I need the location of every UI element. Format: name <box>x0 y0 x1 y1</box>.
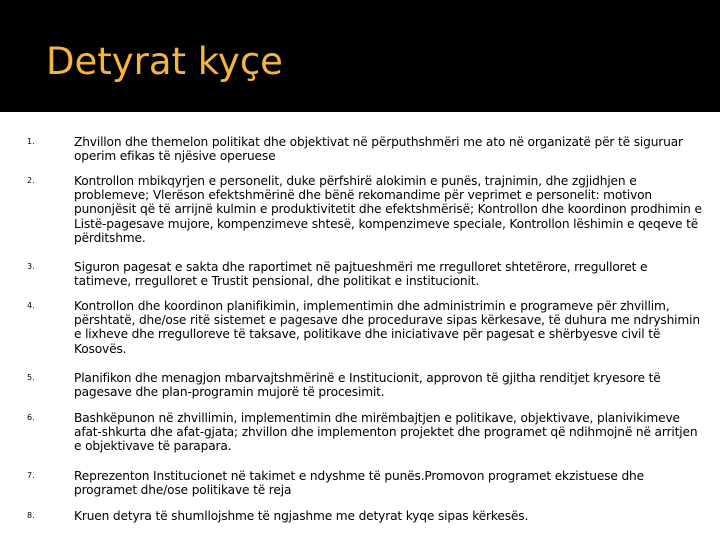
item-text: Planifikon dhe menagjon mbarvajtshmërinë e Institucionit, approvon të gjitha renditjet kryesore të pagesave dhe plan-programin mujorë të procesimit. <box>74 371 661 400</box>
item-text: Zhvillon dhe themelon politikat dhe objektivat në përputhshmëri me ato në organizatë për të siguruar operim efikas të njësive operuese <box>74 135 683 164</box>
item-number: 4. <box>27 301 35 310</box>
item-number: 2. <box>27 176 35 185</box>
item-number: 3. <box>27 262 35 271</box>
item-number: 6. <box>27 413 35 422</box>
item-text: Kontrollon mbikqyrjen e personelit, duke përfshirë alokimin e punës, trajnimin, dhe zgjidhjen e problemeve; Vlerëson efektshmërinë dhe bënë rekomandime për veprimet e personelit: motivon punonjësit që të arrijnë kulmin e produktivitetit dhe efektshmërisë; Kontrollon dhe koordinon prodhimin e Listë-pagesave mujore, kompenzimeve shtesë, kompenzimeve speciale, Kontrollon lëshimin e qeqeve të përditshme. <box>74 174 702 245</box>
item-text: Bashkëpunon në zhvillimin, implementimin dhe mirëmbajtjen e politikave, objektivave, planivikimeve afat-shkurta dhe afat-gjata; zhvillon dhe implementon projektet dhe programet që ndihmojnë në arritjen e objektivave të parapara. <box>74 411 698 454</box>
item-number: 5. <box>27 373 35 382</box>
item-text: Kruen detyra të shumllojshme të ngjashme me detyrat kyqe sipas kërkesës. <box>74 509 529 523</box>
item-number: 1. <box>27 137 35 146</box>
item-text: Reprezenton Institucionet në takimet e ndyshme të punës.Promovon programet ekzistuese dhe programet dhe/ose politikave të reja <box>74 469 644 498</box>
item-text: Kontrollon dhe koordinon planifikimin, implementimin dhe administrimin e programeve për zhvillim, përshtatë, dhe/ose ritë sistemet e pagesave dhe procedurave sipas kërkesave, të duhura me ndryshimin e lixheve dhe rregulloreve të taksave, politikave dhe iniciativave për pagesat e shërbyesve civil të Kosovës. <box>74 299 700 356</box>
item-number: 7. <box>27 471 35 480</box>
slide-title: Detyrat kyçe <box>46 40 283 83</box>
item-number: 8. <box>27 511 35 520</box>
item-text: Siguron pagesat e sakta dhe raportimet në pajtueshmëri me rregulloret shtetërore, rregulloret e tatimeve, rregulloret e Trustit pensional, dhe politikat e institucionit. <box>74 260 648 289</box>
